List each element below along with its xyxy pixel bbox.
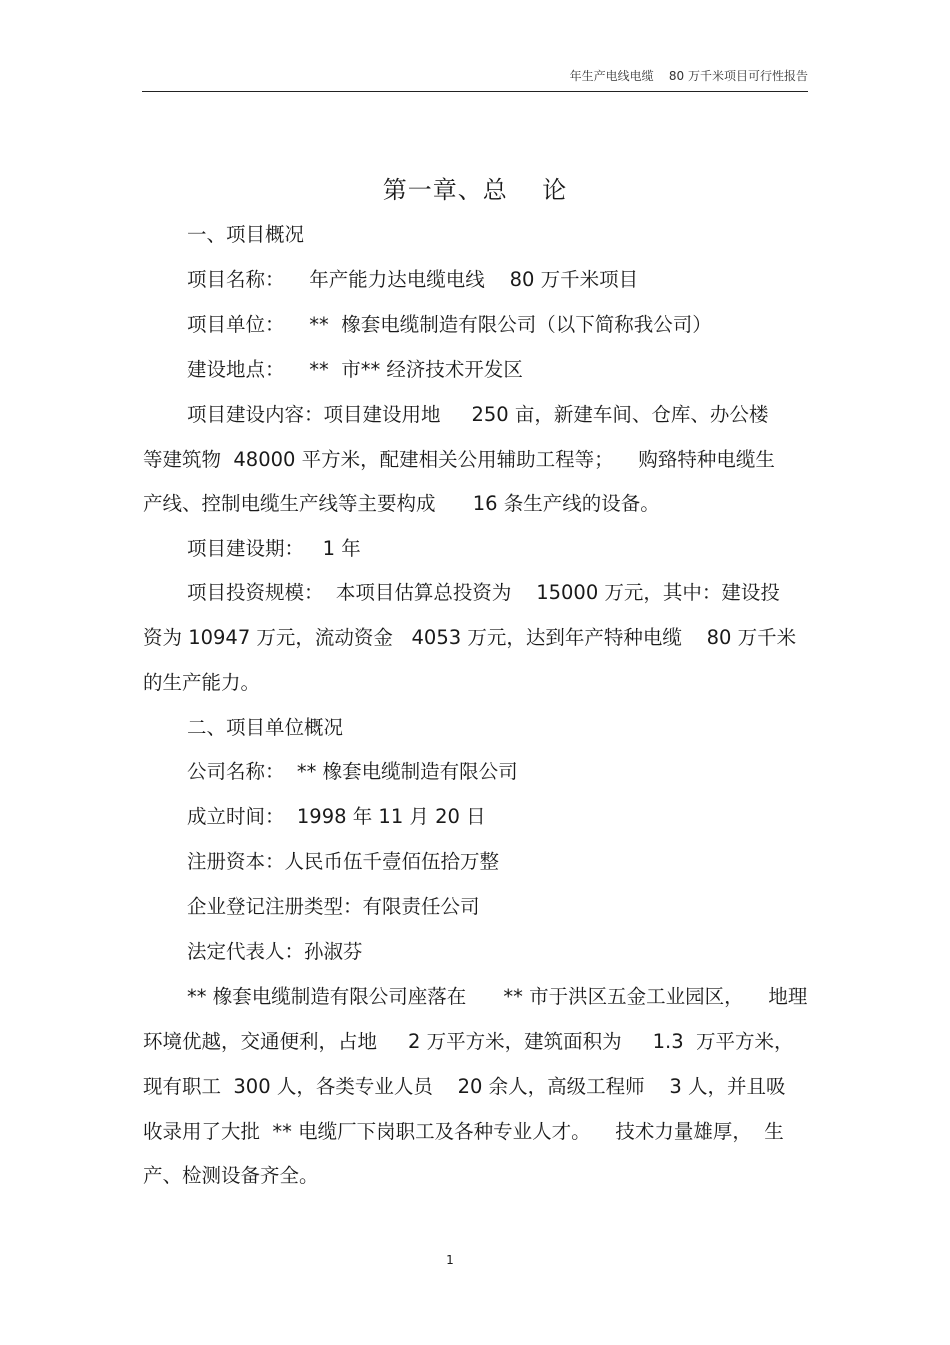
section-heading-overview: 一、项目概况 [187,223,305,246]
project-unit-line: 项目单位： ** 橡套电缆制造有限公司（以下简称我公司） [187,313,712,336]
construction-content-line: 等建筑物 48000 平方米，配建相关公用辅助工程等； 购臵特种电缆生 [143,448,775,471]
investment-scale-line: 资为 10947 万元，流动资金 4053 万元，达到年产特种电缆 80 万千米 [143,626,797,649]
construction-content-line: 项目建设内容：项目建设用地 250 亩，新建车间、仓库、办公楼 [187,403,769,426]
founded-date-line: 成立时间： 1998 年 11 月 20 日 [187,805,486,828]
company-description-line: ** 橡套电缆制造有限公司座落在 ** 市于洪区五金工业园区， 地理 [187,985,808,1008]
registration-type-line: 企业登记注册类型：有限责任公司 [187,895,480,918]
registered-capital-line: 注册资本：人民币伍千壹佰伍拾万整 [187,850,500,873]
company-description-line: 收录用了大批 ** 电缆厂下岗职工及各种专业人才。 技术力量雄厚， 生 [143,1120,784,1143]
construction-site-line: 建设地点： ** 市** 经济技术开发区 [187,358,523,381]
project-name-line: 项目名称： 年产能力达电缆电线 80 万千米项目 [187,268,639,291]
company-description-line: 现有职工 300 人，各类专业人员 20 余人，高级工程师 3 人，并且吸 [143,1075,786,1098]
investment-scale-line: 项目投资规模： 本项目估算总投资为 15000 万元，其中：建设投 [187,581,780,604]
running-header: 年生产电线电缆 80 万千米项目可行性报告 [569,69,808,83]
company-description-line: 产、检测设备齐全。 [143,1164,319,1187]
legal-representative-line: 法定代表人：孙淑芬 [187,940,363,963]
construction-period-line: 项目建设期： 1 年 [187,537,361,560]
investment-scale-line: 的生产能力。 [143,671,261,694]
page-number: 1 [446,1253,454,1267]
chapter-title: 第一章、总 论 [382,176,568,204]
construction-content-line: 产线、控制电缆生产线等主要构成 16 条生产线的设备。 [143,492,660,515]
section-heading-unit: 二、项目单位概况 [187,716,344,739]
company-name-line: 公司名称： ** 橡套电缆制造有限公司 [187,760,518,783]
header-rule [142,91,808,92]
company-description-line: 环境优越，交通便利，占地 2 万平方米，建筑面积为 1.3 万平方米， [143,1030,794,1053]
